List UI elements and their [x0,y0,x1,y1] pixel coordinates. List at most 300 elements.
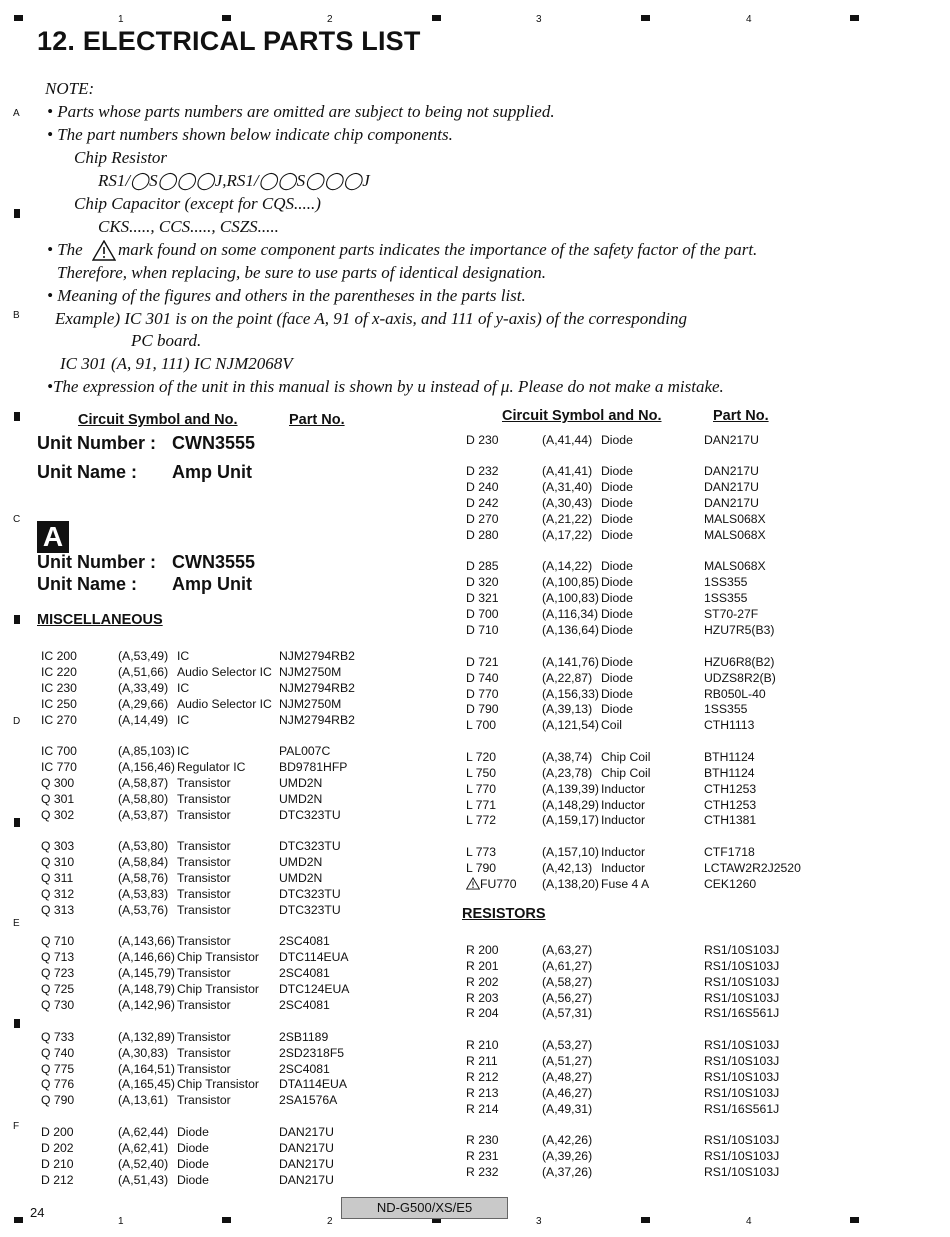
location-cell: (A,52,40) [118,1157,169,1171]
grid-col-label: 2 [327,14,333,25]
description-cell: Chip Transistor [177,1077,259,1091]
location-cell: (A,145,79) [118,966,175,980]
registration-mark [14,615,20,624]
location-cell: (A,58,27) [542,975,593,989]
table-row [466,432,906,448]
description-cell: Diode [601,702,633,716]
note-line: •The expression of the unit in this manual is shown by u instead of μ. Please do not make a mistake. [47,377,724,396]
symbol-cell: Q 740 [41,1046,75,1060]
note-line: Chip Capacitor (except for CQS.....) [74,194,321,213]
description-cell: Transistor [177,839,231,853]
registration-mark [14,15,23,21]
location-cell: (A,53,80) [118,839,169,853]
table-row [466,590,906,606]
note-line: CKS....., CCS....., CSZS..... [98,217,279,236]
unit-name-label: Unit Name : [37,462,138,482]
part-number-cell: 1SS355 [704,702,748,716]
part-number-cell: CTF1718 [704,845,755,859]
location-cell: (A,62,44) [118,1125,169,1139]
description-cell: Chip Coil [601,750,651,764]
symbol-cell: IC 250 [41,697,77,711]
table-row [466,990,906,1006]
grid-row-label: A [13,108,20,119]
table-row [41,854,441,870]
grid-col-label: 1 [118,14,124,25]
symbol-cell: R 230 [466,1133,499,1147]
description-cell: Transistor [177,855,231,869]
symbol-cell: D 280 [466,528,499,542]
symbol-cell: D 710 [466,623,499,637]
part-number-cell: HZU7R5(B3) [704,623,775,637]
symbol-cell: R 212 [466,1070,499,1084]
table-row [466,1164,906,1180]
part-number-cell: 2SC4081 [279,934,330,948]
location-cell: (A,63,27) [542,943,593,957]
registration-mark [850,15,859,21]
grid-col-label: 4 [746,1216,752,1227]
description-cell: Transistor [177,1030,231,1044]
description-cell: Transistor [177,1093,231,1107]
table-row [466,479,906,495]
part-number-cell: NJM2750M [279,665,342,679]
symbol-cell: Q 776 [41,1077,75,1091]
part-number-cell: RS1/10S103J [704,991,780,1005]
location-cell: (A,61,27) [542,959,593,973]
part-number-cell: 2SC4081 [279,998,330,1012]
table-row [466,606,906,622]
note-heading: NOTE: [45,79,95,98]
table-row [41,981,441,997]
symbol-cell: D 790 [466,702,499,716]
symbol-cell: Q 730 [41,998,75,1012]
description-cell: Transistor [177,1062,231,1076]
part-number-cell: DAN217U [704,496,759,510]
location-cell: (A,51,27) [542,1054,593,1068]
table-row [41,791,441,807]
location-cell: (A,141,76) [542,655,599,669]
symbol-cell: IC 770 [41,760,77,774]
page-number: 24 [30,1205,45,1220]
part-number-cell: RS1/10S103J [704,1133,780,1147]
description-cell: Transistor [177,998,231,1012]
symbol-cell: D 230 [466,433,499,447]
description-cell: Diode [601,671,633,685]
description-cell: IC [177,649,190,663]
table-row [466,1101,906,1117]
part-number-cell: DTC114EUA [279,950,349,964]
symbol-cell: D 321 [466,591,499,605]
grid-col-label: 1 [118,1216,124,1227]
location-cell: (A,164,51) [118,1062,175,1076]
location-cell: (A,139,39) [542,782,599,796]
symbol-cell: D 212 [41,1173,74,1187]
symbol-cell: D 700 [466,607,499,621]
table-row [466,958,906,974]
description-cell: Transistor [177,903,231,917]
part-number-cell: NJM2750M [279,697,342,711]
description-cell: Chip Transistor [177,950,259,964]
part-number-cell: CTH1113 [704,718,755,732]
description-cell: Transistor [177,1046,231,1060]
warning-triangle-icon [92,240,116,261]
part-number-cell: DTC323TU [279,903,341,917]
symbol-cell: Q 302 [41,808,75,822]
note-line: • Parts whose parts numbers are omitted are subject to being not supplied. [47,102,555,121]
location-cell: (A,100,85) [542,575,599,589]
grid-row-label: D [13,716,21,727]
symbol-cell: IC 220 [41,665,77,679]
symbol-cell: D 200 [41,1125,74,1139]
description-cell: Transistor [177,776,231,790]
description-cell: Transistor [177,887,231,901]
symbol-cell: R 202 [466,975,499,989]
location-cell: (A,51,66) [118,665,169,679]
symbol-cell: L 770 [466,782,497,796]
location-cell: (A,30,43) [542,496,593,510]
symbol-cell: D 770 [466,687,499,701]
symbol-cell: IC 700 [41,744,77,758]
location-cell: (A,37,26) [542,1165,593,1179]
symbol-cell: Q 300 [41,776,75,790]
part-number-cell: MALS068X [704,559,766,573]
symbol-cell: IC 230 [41,681,77,695]
location-cell: (A,57,31) [542,1006,593,1020]
part-number-cell: DAN217U [279,1173,334,1187]
part-number-cell: RS1/10S103J [704,943,780,957]
part-number-cell: RS1/10S103J [704,959,780,973]
part-number-cell: NJM2794RB2 [279,649,355,663]
location-cell: (A,58,76) [118,871,169,885]
location-cell: (A,116,34) [542,607,599,621]
description-cell: Fuse 4 A [601,877,650,891]
description-cell: Diode [177,1125,209,1139]
location-cell: (A,38,74) [542,750,593,764]
table-row [466,1037,906,1053]
part-number-cell: RS1/10S103J [704,1086,780,1100]
table-row [466,558,906,574]
location-cell: (A,148,29) [542,798,599,812]
symbol-cell: L 771 [466,798,497,812]
unit-name-label: Unit Name : [37,574,138,594]
part-number-cell: UMD2N [279,776,323,790]
description-cell: Diode [601,464,633,478]
table-row [41,680,441,696]
unit-number: CWN3555 [172,433,256,453]
grid-row-label: F [13,1121,20,1132]
symbol-cell: L 773 [466,845,497,859]
part-number-cell: CTH1253 [704,782,757,796]
table-row [466,797,906,813]
symbol-cell: Q 301 [41,792,75,806]
description-cell: Diode [601,480,633,494]
table-row [466,1053,906,1069]
part-number-cell: 2SC4081 [279,1062,330,1076]
part-number-cell: MALS068X [704,512,766,526]
location-cell: (A,42,13) [542,861,593,875]
location-cell: (A,53,49) [118,649,169,663]
table-row [41,965,441,981]
location-cell: (A,53,76) [118,903,169,917]
symbol-cell: D 242 [466,496,499,510]
location-cell: (A,29,66) [118,697,169,711]
symbol-cell: D 721 [466,655,499,669]
table-row [41,1140,441,1156]
grid-col-label: 3 [536,1216,542,1227]
table-row [41,902,441,918]
part-no-header: Part No. [713,408,769,424]
table-row [466,974,906,990]
location-cell: (A,41,41) [542,464,593,478]
symbol-cell: Q 775 [41,1062,75,1076]
page-title: 12. ELECTRICAL PARTS LIST [37,26,421,56]
location-cell: (A,148,79) [118,982,175,996]
section-resistors: RESISTORS [462,906,546,922]
location-cell: (A,21,22) [542,512,593,526]
table-row [41,1172,441,1188]
location-cell: (A,53,87) [118,808,169,822]
part-number-cell: RS1/10S103J [704,975,780,989]
description-cell: Inductor [601,798,646,812]
description-cell: Transistor [177,808,231,822]
table-row [41,1124,441,1140]
registration-mark [222,15,231,21]
table-row [41,759,441,775]
description-cell: Transistor [177,871,231,885]
description-cell: Transistor [177,966,231,980]
location-cell: (A,42,26) [542,1133,593,1147]
location-cell: (A,146,66) [118,950,175,964]
location-cell: (A,156,46) [118,760,175,774]
part-number-cell: DTC124EUA [279,982,350,996]
table-row [41,1045,441,1061]
part-number-cell: MALS068X [704,528,766,542]
grid-row-label: C [13,514,21,525]
location-cell: (A,138,20) [542,877,599,891]
part-number-cell: UMD2N [279,871,323,885]
table-row [41,1076,441,1092]
part-number-cell: 2SD2318F5 [279,1046,345,1060]
table-row [466,860,906,876]
symbol-cell: Q 313 [41,903,75,917]
part-number-cell: CEK1260 [704,877,757,891]
unit-number: CWN3555 [172,552,256,572]
description-cell: Diode [601,528,633,542]
location-cell: (A,100,83) [542,591,599,605]
table-row [41,1092,441,1108]
description-cell: Diode [177,1173,209,1187]
location-cell: (A,51,43) [118,1173,169,1187]
description-cell: Audio Selector IC [177,697,272,711]
part-number-cell: BD9781HFP [279,760,348,774]
table-row [41,870,441,886]
unit-name: Amp Unit [172,574,252,594]
description-cell: IC [177,681,190,695]
symbol-cell: L 790 [466,861,497,875]
symbol-cell: D 270 [466,512,499,526]
description-cell: Regulator IC [177,760,246,774]
registration-mark [14,1217,23,1223]
note-line: • The [47,240,83,259]
part-number-cell: DAN217U [704,433,759,447]
symbol-cell: L 700 [466,718,497,732]
table-row [41,807,441,823]
part-number-cell: RS1/10S103J [704,1149,780,1163]
registration-mark [850,1217,859,1223]
table-row [41,886,441,902]
location-cell: (A,132,89) [118,1030,175,1044]
location-cell: (A,49,31) [542,1102,593,1116]
part-number-cell: NJM2794RB2 [279,681,355,695]
part-number-cell: HZU6R8(B2) [704,655,775,669]
part-number-cell: RS1/10S103J [704,1054,780,1068]
grid-row-label: B [13,310,20,321]
note-line: mark found on some component parts indicates the importance of the safety factor of the part. [118,240,758,259]
table-row [41,997,441,1013]
table-row [466,876,906,892]
symbol-cell: R 210 [466,1038,499,1052]
part-number-cell: BTH1124 [704,766,755,780]
description-cell: Diode [601,687,633,701]
description-cell: Coil [601,718,622,732]
table-row [466,511,906,527]
symbol-cell: D 320 [466,575,499,589]
location-cell: (A,121,54) [542,718,599,732]
part-number-cell: PAL007C [279,744,331,758]
symbol-cell: FU770 [480,877,517,891]
symbol-cell: R 211 [466,1054,498,1068]
table-row [466,749,906,765]
location-cell: (A,157,10) [542,845,599,859]
part-number-cell: 1SS355 [704,575,748,589]
part-number-cell: DTC323TU [279,839,341,853]
symbol-cell: L 750 [466,766,497,780]
location-cell: (A,58,80) [118,792,169,806]
description-cell: Chip Transistor [177,982,259,996]
note-line: Chip Resistor [74,148,168,167]
symbol-cell: R 232 [466,1165,499,1179]
location-cell: (A,85,103) [118,744,175,758]
section-miscellaneous: MISCELLANEOUS [37,612,163,628]
location-cell: (A,53,27) [542,1038,593,1052]
description-cell: Transistor [177,934,231,948]
grid-col-label: 3 [536,14,542,25]
symbol-cell: L 772 [466,813,497,827]
note-line: RS1/◯S◯◯◯J,RS1/◯◯S◯◯◯J [98,171,370,190]
circuit-symbol-header: Circuit Symbol and No. [502,408,662,424]
location-cell: (A,58,87) [118,776,169,790]
grid-row-label: E [13,918,20,929]
symbol-cell: Q 310 [41,855,75,869]
part-number-cell: 1SS355 [704,591,748,605]
note-line: PC board. [131,331,202,350]
table-row [466,686,906,702]
unit-number-label: Unit Number : [37,433,156,453]
part-number-cell: 2SC4081 [279,966,330,980]
note-line: • Meaning of the figures and others in the parentheses in the parts list. [47,286,526,305]
part-number-cell: DAN217U [279,1157,334,1171]
description-cell: Diode [601,559,633,573]
description-cell: Inductor [601,782,646,796]
part-number-cell: DTC323TU [279,808,341,822]
symbol-cell: R 213 [466,1086,499,1100]
unit-name: Amp Unit [172,462,252,482]
symbol-cell: D 210 [41,1157,74,1171]
location-cell: (A,136,64) [542,623,599,637]
symbol-cell: Q 733 [41,1030,75,1044]
description-cell: Audio Selector IC [177,665,272,679]
part-number-cell: 2SB1189 [279,1030,329,1044]
part-number-cell: CTH1381 [704,813,757,827]
table-row [466,1069,906,1085]
location-cell: (A,13,61) [118,1093,169,1107]
table-row [466,463,906,479]
table-row [41,838,441,854]
description-cell: Diode [601,575,633,589]
part-number-cell: DAN217U [279,1141,334,1155]
table-row [41,648,441,664]
symbol-cell: R 201 [466,959,499,973]
table-row [466,1005,906,1021]
registration-mark [14,412,20,421]
note-line: • The part numbers shown below indicate chip components. [47,125,453,144]
description-cell: Diode [601,655,633,669]
symbol-cell: Q 725 [41,982,75,996]
location-cell: (A,14,49) [118,713,169,727]
note-line: Therefore, when replacing, be sure to use parts of identical designation. [57,263,547,282]
description-cell: Diode [601,496,633,510]
description-cell: Diode [177,1141,209,1155]
table-row [41,1061,441,1077]
symbol-cell: Q 311 [41,871,74,885]
location-cell: (A,143,66) [118,934,175,948]
location-cell: (A,53,83) [118,887,169,901]
circuit-symbol-header: Circuit Symbol and No. [78,412,238,428]
registration-mark [14,818,20,827]
registration-mark [641,15,650,21]
table-row [41,743,441,759]
symbol-cell: D 240 [466,480,499,494]
part-number-cell: UDZS8R2(B) [704,671,776,685]
symbol-cell: R 231 [466,1149,499,1163]
symbol-cell: Q 312 [41,887,75,901]
note-example: IC 301 (A, 91, 111) IC NJM2068V [60,354,293,373]
symbol-cell: IC 200 [41,649,77,663]
symbol-cell: Q 303 [41,839,75,853]
description-cell: Diode [601,512,633,526]
location-cell: (A,31,40) [542,480,593,494]
table-row [41,949,441,965]
table-row [466,1132,906,1148]
description-cell: Diode [177,1157,209,1171]
table-row [466,942,906,958]
symbol-cell: R 204 [466,1006,499,1020]
location-cell: (A,23,78) [542,766,593,780]
symbol-cell: R 200 [466,943,499,957]
table-row [41,712,441,728]
table-row [466,844,906,860]
part-number-cell: 2SA1576A [279,1093,338,1107]
symbol-cell: L 720 [466,750,497,764]
location-cell: (A,14,22) [542,559,593,573]
face-badge: A [37,521,69,553]
part-number-cell: UMD2N [279,792,323,806]
registration-mark [14,209,20,218]
registration-mark [222,1217,231,1223]
symbol-cell: R 203 [466,991,499,1005]
part-number-cell: DAN217U [704,480,759,494]
part-number-cell: RS1/16S561J [704,1006,780,1020]
symbol-cell: Q 713 [41,950,75,964]
